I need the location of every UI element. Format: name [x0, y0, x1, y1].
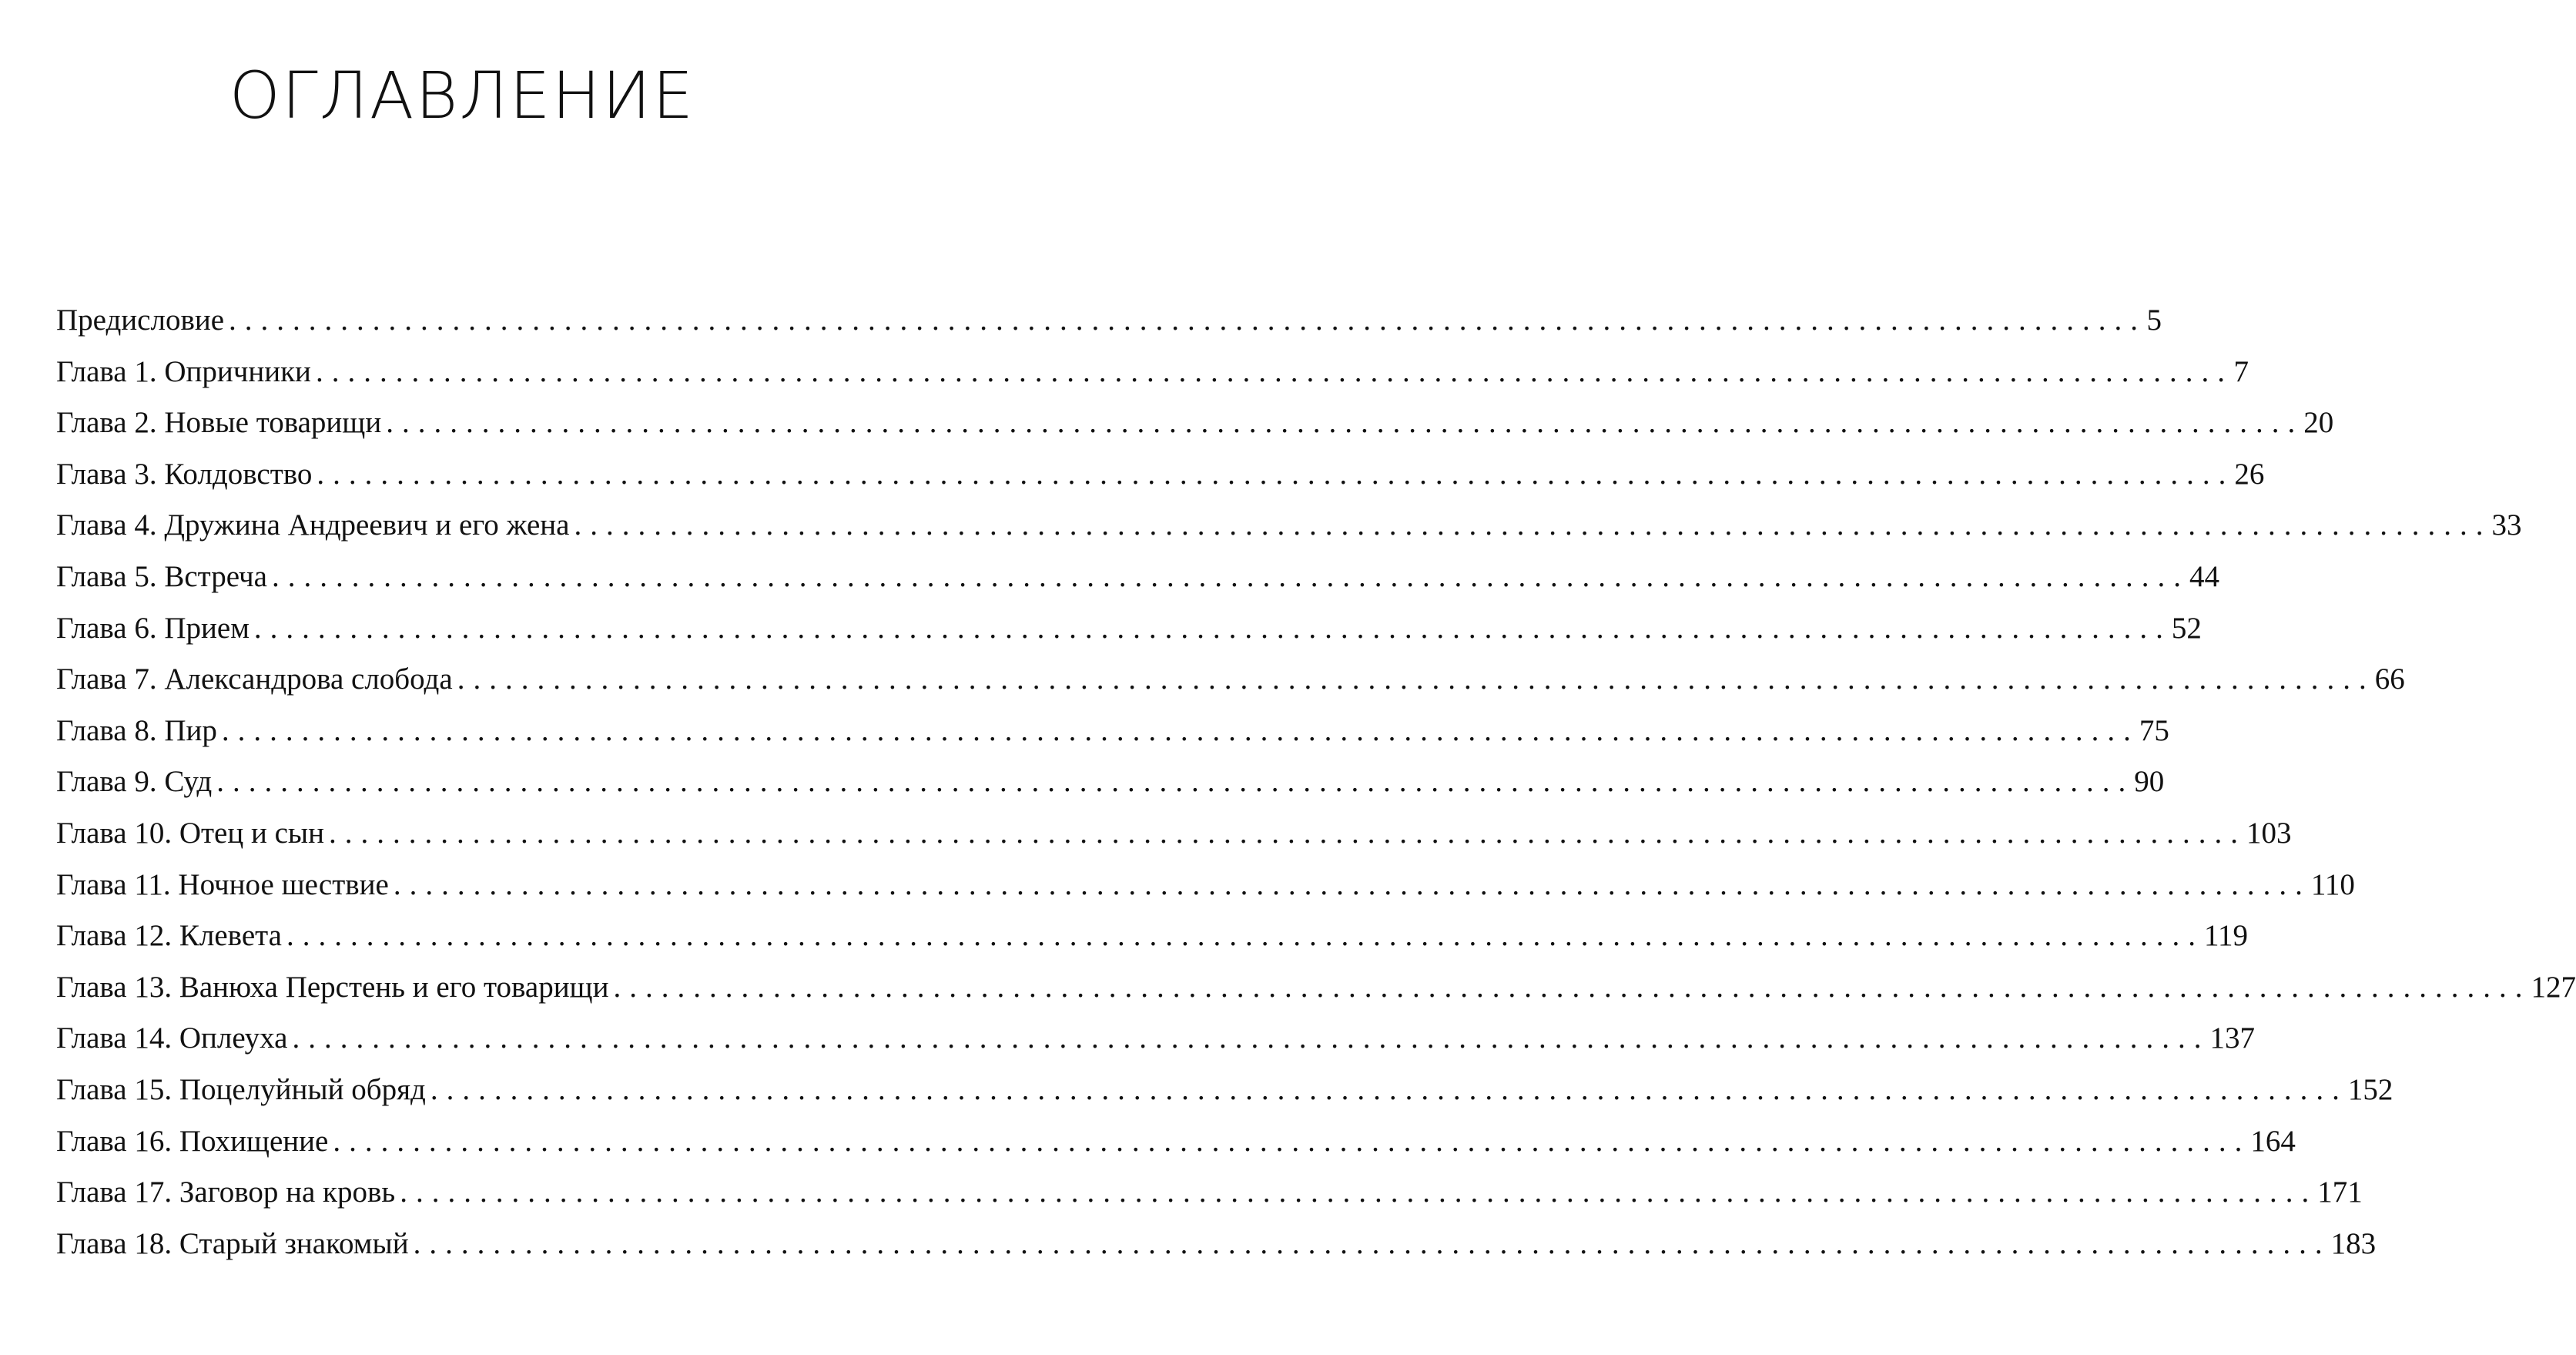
- toc-entry-title: Глава 16. Похищение: [56, 1124, 329, 1158]
- toc-entry: [56, 919, 2249, 972]
- dot-leader: ........................................................................................................................: [253, 611, 2172, 645]
- toc-entry-page: 119: [2203, 919, 2249, 953]
- dot-leader: ........................................................................................................................: [393, 867, 2311, 901]
- toc-entry-title: Глава 17. Заговор на кровь: [56, 1176, 396, 1209]
- toc-entry-page: 183: [2330, 1226, 2377, 1260]
- toc-entry-title: Глава 15. Поцелуйный обряд: [56, 1072, 426, 1106]
- dot-leader: ........................................................................................................................: [229, 304, 2147, 337]
- toc-entry-page: 66: [2374, 662, 2405, 696]
- toc-entry-title: Глава 4. Дружина Андреевич и его жена: [56, 508, 570, 542]
- table-of-contents: [56, 304, 2576, 1280]
- dot-leader: ........................................................................................................................: [574, 508, 2492, 542]
- toc-entry-page: 164: [2250, 1124, 2296, 1158]
- toc-entry: [56, 559, 2219, 613]
- toc-entry-page: 52: [2171, 611, 2202, 645]
- dot-leader: ........................................................................................................................: [315, 354, 2233, 388]
- toc-entry-title: Глава 9. Суд: [56, 765, 213, 799]
- toc-entry: [56, 1226, 2377, 1280]
- dot-leader: ........................................................................................................................: [271, 559, 2189, 593]
- dot-leader: ........................................................................................................................: [457, 662, 2375, 696]
- dot-leader: ........................................................................................................................: [216, 765, 2135, 799]
- toc-entry-page: 26: [2234, 457, 2265, 491]
- dot-leader: ........................................................................................................................: [386, 406, 2304, 440]
- toc-entry-page: 7: [2233, 354, 2249, 388]
- toc-entry: [56, 1176, 2363, 1229]
- toc-entry-title: Глава 8. Пир: [56, 713, 217, 747]
- dot-leader: ........................................................................................................................: [613, 970, 2531, 1004]
- toc-entry: [56, 1072, 2393, 1126]
- toc-entry-page: 127: [2531, 970, 2576, 1004]
- toc-entry-title: Предисловие: [56, 304, 225, 337]
- dot-leader: ........................................................................................................................: [317, 457, 2235, 491]
- dot-leader: ........................................................................................................................: [400, 1176, 2318, 1209]
- toc-entry-page: 171: [2317, 1176, 2363, 1209]
- toc-entry-title: Глава 1. Опричники: [56, 354, 311, 388]
- toc-entry-title: Глава 7. Александрова слобода: [56, 662, 453, 696]
- dot-leader: ........................................................................................................................: [430, 1072, 2348, 1106]
- toc-entry: [56, 662, 2405, 716]
- toc-entry-page: 5: [2146, 304, 2162, 337]
- toc-entry-page: 90: [2134, 765, 2165, 799]
- toc-entry-title: Глава 6. Прием: [56, 611, 250, 645]
- toc-entry: [56, 354, 2249, 408]
- toc-entry-page: 152: [2347, 1072, 2393, 1106]
- toc-entry-title: Глава 11. Ночное шествие: [56, 867, 389, 901]
- dot-leader: ........................................................................................................................: [333, 1124, 2251, 1158]
- toc-entry-page: 33: [2491, 508, 2522, 542]
- page-title: ОГЛАВЛЕНИЕ: [229, 58, 695, 133]
- toc-entry-page: 103: [2246, 816, 2292, 850]
- toc-entry-title: Глава 3. Колдовство: [56, 457, 313, 491]
- toc-entry: [56, 970, 2576, 1024]
- toc-entry-title: Глава 2. Новые товарищи: [56, 406, 382, 440]
- toc-entry-page: 110: [2310, 867, 2355, 901]
- toc-entry-title: Глава 5. Встреча: [56, 559, 267, 593]
- dot-leader: ........................................................................................................................: [329, 816, 2246, 850]
- toc-entry: [56, 1124, 2296, 1178]
- toc-entry: [56, 611, 2202, 665]
- toc-entry: [56, 406, 2334, 459]
- toc-entry-title: Глава 10. Отец и сын: [56, 816, 324, 850]
- toc-entry: [56, 713, 2169, 767]
- dot-leader: ........................................................................................................................: [221, 713, 2139, 747]
- dot-leader: ........................................................................................................................: [413, 1226, 2331, 1260]
- dot-leader: ........................................................................................................................: [286, 919, 2204, 953]
- toc-entry: [56, 1021, 2255, 1075]
- toc-entry-title: Глава 13. Ванюха Перстень и его товарищи: [56, 970, 609, 1004]
- toc-entry-title: Глава 12. Клевета: [56, 919, 282, 953]
- toc-entry: [56, 508, 2522, 562]
- toc-entry-page: 44: [2189, 559, 2219, 593]
- toc-entry: [56, 816, 2292, 870]
- toc-entry-page: 137: [2209, 1021, 2255, 1055]
- toc-entry: [56, 304, 2162, 357]
- dot-leader: ........................................................................................................................: [292, 1021, 2210, 1055]
- toc-entry-page: 75: [2139, 713, 2169, 747]
- toc-entry-page: 20: [2303, 406, 2334, 440]
- toc-entry: [56, 867, 2355, 921]
- toc-entry: [56, 457, 2265, 511]
- toc-entry: [56, 765, 2165, 818]
- toc-entry-title: Глава 18. Старый знакомый: [56, 1226, 409, 1260]
- toc-entry-title: Глава 14. Оплеуха: [56, 1021, 288, 1055]
